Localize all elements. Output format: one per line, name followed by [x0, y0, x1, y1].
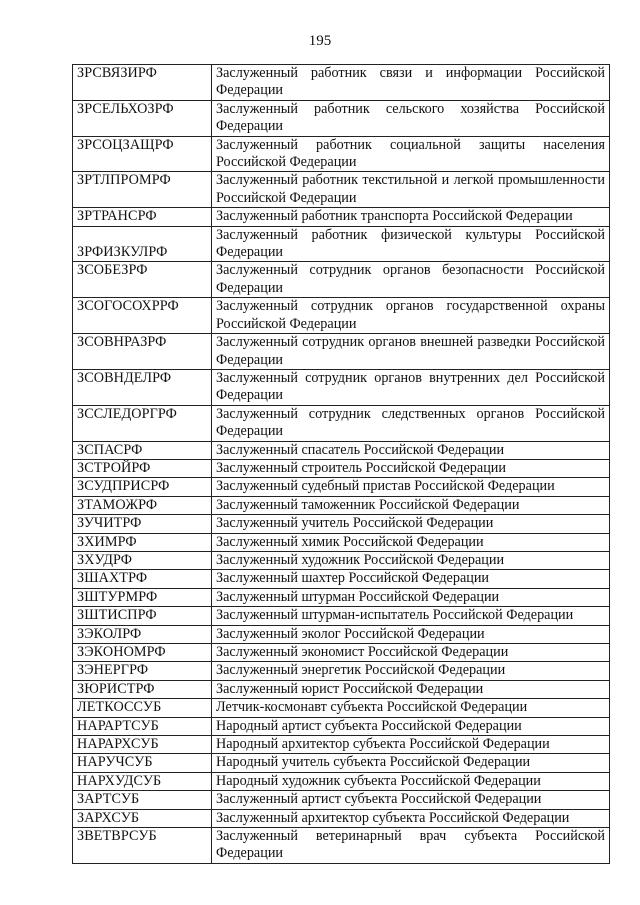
table-row [73, 772, 610, 790]
code-cell: ЗВЕТВРСУБ [73, 828, 212, 864]
table-row [73, 551, 610, 569]
title-cell: Заслуженный работник сельского хозяйства Российской Федерации [212, 100, 610, 136]
title-cell: Заслуженный шахтер Российской Федерации [212, 570, 610, 588]
code-cell: ЗССЛЕДОРГРФ [73, 405, 212, 441]
code-cell: ЗШТИСПРФ [73, 607, 212, 625]
code-cell: ЛЕТКОССУБ [73, 699, 212, 717]
title-cell: Заслуженный энергетик Российской Федерации [212, 662, 610, 680]
title-cell: Заслуженный юрист Российской Федерации [212, 680, 610, 698]
code-cell: ЗЭКОЛРФ [73, 625, 212, 643]
table-row [73, 644, 610, 662]
title-cell: Заслуженный судебный пристав Российской Федерации [212, 478, 610, 496]
code-cell: ЗЮРИСТРФ [73, 680, 212, 698]
table-row [73, 65, 610, 101]
table-row [73, 459, 610, 477]
code-cell: ЗШАХТРФ [73, 570, 212, 588]
table-row [73, 717, 610, 735]
table-row [73, 699, 610, 717]
table-row [73, 662, 610, 680]
code-cell: НАРАРХСУБ [73, 736, 212, 754]
title-cell: Заслуженный химик Российской Федерации [212, 533, 610, 551]
table-row [73, 607, 610, 625]
code-cell: ЗРТРАНСРФ [73, 208, 212, 226]
title-cell: Заслуженный ветеринарный врач субъекта Российской Федерации [212, 828, 610, 864]
table-row [73, 334, 610, 370]
code-cell: ЗЭКОНОМРФ [73, 644, 212, 662]
table-row [73, 828, 610, 864]
code-cell: ЗШТУРМРФ [73, 588, 212, 606]
page-number: 195 [308, 33, 332, 49]
code-cell: ЗСОВНДЕЛРФ [73, 369, 212, 405]
code-cell: ЗРФИЗКУЛРФ [73, 226, 212, 262]
title-cell: Заслуженный архитектор субъекта Российской Федерации [212, 809, 610, 827]
title-cell: Заслуженный сотрудник органов безопасности Российской Федерации [212, 262, 610, 298]
code-cell: ЗУЧИТРФ [73, 515, 212, 533]
code-cell: ЗСОБЕЗРФ [73, 262, 212, 298]
table-row [73, 262, 610, 298]
table-row [73, 809, 610, 827]
title-cell: Заслуженный учитель Российской Федерации [212, 515, 610, 533]
title-cell: Народный артист субъекта Российской Федерации [212, 717, 610, 735]
code-cell: ЗАРХСУБ [73, 809, 212, 827]
table-row [73, 570, 610, 588]
title-cell: Заслуженный артист субъекта Российской Федерации [212, 791, 610, 809]
title-cell: Заслуженный сотрудник органов внутренних дел Российской Федерации [212, 369, 610, 405]
table-row [73, 625, 610, 643]
code-cell: ЗСОВНРАЗРФ [73, 334, 212, 370]
title-cell: Заслуженный штурман Российской Федерации [212, 588, 610, 606]
title-cell: Заслуженный спасатель Российской Федерации [212, 441, 610, 459]
table-row [73, 478, 610, 496]
title-cell: Заслуженный экономист Российской Федерации [212, 644, 610, 662]
table-row [73, 533, 610, 551]
title-cell: Народный архитектор субъекта Российской Федерации [212, 736, 610, 754]
code-cell: ЗСПАСРФ [73, 441, 212, 459]
table-row [73, 172, 610, 208]
table-row [73, 754, 610, 772]
title-cell: Заслуженный сотрудник органов внешней разведки Российской Федерации [212, 334, 610, 370]
code-cell: ЗРСЕЛЬХОЗРФ [73, 100, 212, 136]
title-cell: Заслуженный сотрудник органов государственной охраны Российской Федерации [212, 298, 610, 334]
table-row [73, 736, 610, 754]
title-cell: Заслуженный работник текстильной и легкой промышленности Российской Федерации [212, 172, 610, 208]
title-cell: Заслуженный работник физической культуры Российской Федерации [212, 226, 610, 262]
title-cell: Заслуженный строитель Российской Федерации [212, 459, 610, 477]
code-cell: ЗРСОЦЗАЩРФ [73, 136, 212, 172]
code-cell: ЗРТЛПРОМРФ [73, 172, 212, 208]
title-cell: Заслуженный штурман-испытатель Российской Федерации [212, 607, 610, 625]
title-cell: Заслуженный таможенник Российской Федерации [212, 496, 610, 514]
code-cell: НАРХУДСУБ [73, 772, 212, 790]
code-cell: ЗЭНЕРГРФ [73, 662, 212, 680]
code-cell: ЗАРТСУБ [73, 791, 212, 809]
table-row [73, 441, 610, 459]
title-cell: Заслуженный художник Российской Федерации [212, 551, 610, 569]
title-cell: Заслуженный работник связи и информации Российской Федерации [212, 65, 610, 101]
title-cell: Заслуженный сотрудник следственных органов Российской Федерации [212, 405, 610, 441]
table-row [73, 405, 610, 441]
code-cell: ЗХИМРФ [73, 533, 212, 551]
title-cell: Летчик-космонавт субъекта Российской Федерации [212, 699, 610, 717]
table-row [73, 680, 610, 698]
code-cell: ЗТАМОЖРФ [73, 496, 212, 514]
title-cell: Народный учитель субъекта Российской Федерации [212, 754, 610, 772]
title-cell: Заслуженный эколог Российской Федерации [212, 625, 610, 643]
table-row [73, 496, 610, 514]
code-cell: НАРУЧСУБ [73, 754, 212, 772]
table-row [73, 100, 610, 136]
code-cell: ЗСТРОЙРФ [73, 459, 212, 477]
code-cell: ЗСОГОСОХРРФ [73, 298, 212, 334]
table-row [73, 515, 610, 533]
table-row [73, 136, 610, 172]
table-row [73, 298, 610, 334]
table-row [73, 226, 610, 262]
table-row [73, 588, 610, 606]
title-cell: Заслуженный работник транспорта Российской Федерации [212, 208, 610, 226]
award-code-table [72, 64, 610, 864]
table-row [73, 369, 610, 405]
code-cell: ЗРСВЯЗИРФ [73, 65, 212, 101]
code-cell: ЗСУДПРИСРФ [73, 478, 212, 496]
table-row [73, 208, 610, 226]
code-cell: НАРАРТСУБ [73, 717, 212, 735]
title-cell: Народный художник субъекта Российской Федерации [212, 772, 610, 790]
code-cell: ЗХУДРФ [73, 551, 212, 569]
title-cell: Заслуженный работник социальной защиты населения Российской Федерации [212, 136, 610, 172]
table-row [73, 791, 610, 809]
